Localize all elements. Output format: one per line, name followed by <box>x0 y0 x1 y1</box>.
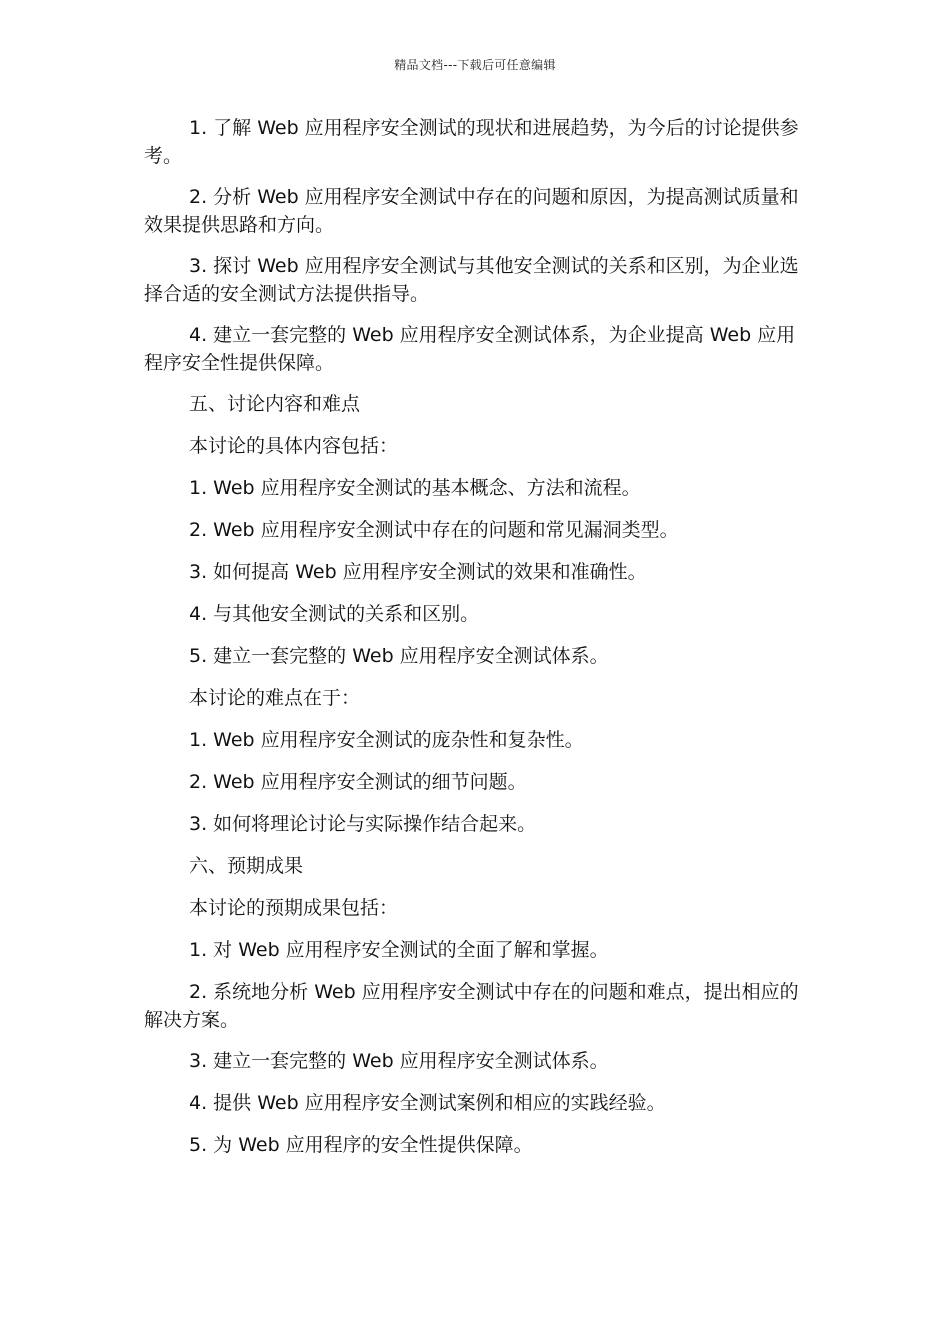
content-item-5: 5. 建立一套完整的 Web 应用程序安全测试体系。 <box>189 645 609 667</box>
outcome-item-3: 3. 建立一套完整的 Web 应用程序安全测试体系。 <box>189 1050 609 1072</box>
section-heading-outcomes: 六、预期成果 <box>189 855 304 877</box>
content-item-2: 2. Web 应用程序安全测试中存在的问题和常见漏洞类型。 <box>189 519 679 541</box>
content-item-1: 1. Web 应用程序安全测试的基本概念、方法和流程。 <box>189 477 641 499</box>
goal-item-4: 4. 建立一套完整的 Web 应用程序安全测试体系，为企业提高 Web 应用程序安全性提供保障。 <box>144 324 796 374</box>
difficulty-item-3: 3. 如何将理论讨论与实际操作结合起来。 <box>189 813 537 835</box>
outcome-item-2: 2. 系统地分析 Web 应用程序安全测试中存在的问题和难点，提出相应的解决方案。 <box>144 981 799 1031</box>
goal-item-2: 2. 分析 Web 应用程序安全测试中存在的问题和原因，为提高测试质量和效果提供思路和方向。 <box>144 186 799 236</box>
outcome-item-5: 5. 为 Web 应用程序的安全性提供保障。 <box>189 1134 533 1156</box>
section-heading-content: 五、讨论内容和难点 <box>189 393 361 415</box>
document-body <box>144 114 804 1173</box>
goal-item-1: 1. 了解 Web 应用程序安全测试的现状和进展趋势，为今后的讨论提供参考。 <box>144 117 799 167</box>
difficulty-item-1: 1. Web 应用程序安全测试的庞杂性和复杂性。 <box>189 729 584 751</box>
outcome-item-4: 4. 提供 Web 应用程序安全测试案例和相应的实践经验。 <box>189 1092 666 1114</box>
outcome-item-1: 1. 对 Web 应用程序安全测试的全面了解和掌握。 <box>189 939 609 961</box>
difficulty-item-2: 2. Web 应用程序安全测试的细节问题。 <box>189 771 527 793</box>
goal-item-3: 3. 探讨 Web 应用程序安全测试与其他安全测试的关系和区别，为企业选择合适的安全测试方法提供指导。 <box>144 255 799 305</box>
difficulty-intro: 本讨论的难点在于： <box>189 687 361 709</box>
page-header: 精品文档---下载后可任意编辑 <box>394 58 556 72</box>
outcomes-intro: 本讨论的预期成果包括： <box>189 897 399 919</box>
content-item-3: 3. 如何提高 Web 应用程序安全测试的效果和准确性。 <box>189 561 647 583</box>
content-item-4: 4. 与其他安全测试的关系和区别。 <box>189 603 480 625</box>
content-intro: 本讨论的具体内容包括： <box>189 435 399 457</box>
